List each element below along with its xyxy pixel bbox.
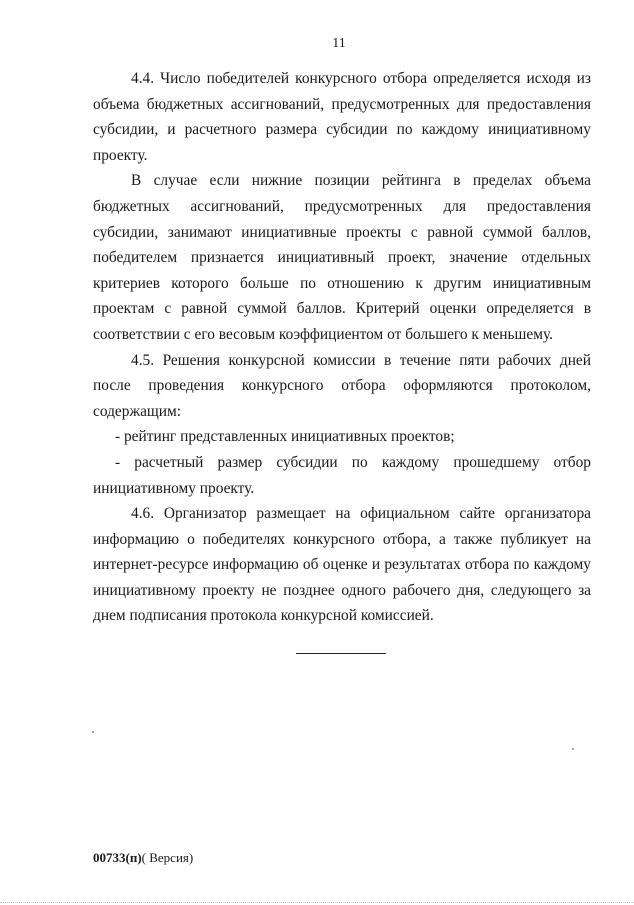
paragraph-tie-rule: В случае если нижние позиции рейтинга в пределах объема бюджетных ассигнований, предусмотренных для предоставления субсидии, занимают инициативные проекты с равной суммой баллов, победителем признается инициативный проект, значение отдельных критериев которого больше по отношению к другим инициативным проектам с равной суммой баллов. Критерий оценки определяется в соответствии с его весовым коэффициентом от большего к меньшему.	[93, 172, 591, 343]
paragraph-4-5: 4.5. Решения конкурсной комиссии в течение пяти рабочих дней после проведения конкурсного отбора оформляются протоколом, содержащим:	[93, 351, 591, 420]
scan-speck	[572, 748, 574, 750]
document-body	[93, 66, 591, 629]
scan-speck	[92, 731, 94, 733]
footer-version: ( Версия)	[141, 850, 194, 865]
page-number: 11	[332, 36, 346, 51]
paragraph-4-4: 4.4. Число победителей конкурсного отбора определяется исходя из объема бюджетных ассигнований, предусмотренных для предоставления субсидии, и расчетного размера субсидии по каждому инициативному проекту.	[93, 70, 591, 164]
end-divider-line	[296, 653, 386, 654]
footer-code: 00733(п)	[93, 850, 142, 865]
list-item-rating: - рейтинг представленных инициативных проектов;	[115, 428, 455, 446]
paragraph-4-6: 4.6. Организатор размещает на официальном сайте организатора информацию о победителях конкурсного отбора, а также публикует на интернет-ресурсе информацию об оценке и результатах отбора по каждому инициативному проекту не позднее одного рабочего дня, следующего за днем подписания протокола конкурсной комиссией.	[93, 505, 591, 625]
footer-document-code	[93, 850, 193, 866]
list-item-subsidy-size: - расчетный размер субсидии по каждому прошедшему отбор инициативному проекту.	[93, 453, 591, 497]
scan-bottom-edge	[0, 902, 634, 903]
